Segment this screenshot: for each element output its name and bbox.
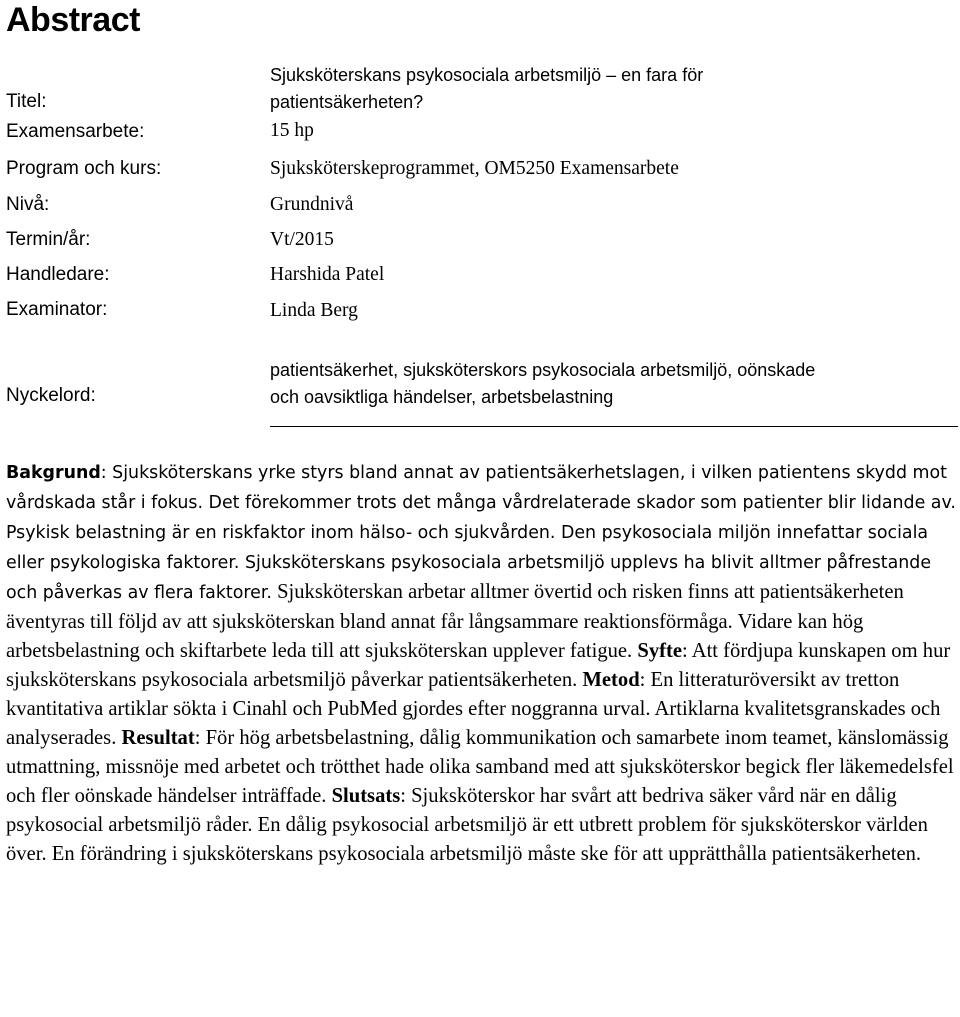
page-title: Abstract (6, 1, 140, 39)
niva-value: Grundnivå (270, 194, 354, 215)
abstract-body (6, 458, 956, 869)
section-heading-bakgrund: Bakgrund (6, 463, 101, 483)
examensarbete-label: Examensarbete: (6, 121, 145, 142)
nyckelord-value: patientsäkerhet, sjuksköterskors psykosociala arbetsmiljö, oönskade och oavsiktliga händelser, arbetsbelastning (270, 360, 816, 407)
divider-rule (270, 426, 958, 427)
slutsats-text: : Sjuksköterskor har svårt att bedriva säker vård när en dålig psykosocial arbetsmiljö råder. En dålig psykosocial arbetsmiljö är ett utbrett problem för sjuksköterskor världen över. En förändring i sjuksköterskans psykosociala arbetsmiljö måste ske för att upprätthålla patientsäkerheten. (6, 785, 928, 865)
resultat-text: : För hög arbetsbelastning, dålig kommunikation och samarbete inom teamet, känslomässig utmattning, missnöje med arbetet och trötthet hade olika samband med att sjuksköterskor begick fler läkemedelsfel och fler oönskade händelser inträffade. (6, 727, 954, 807)
section-heading-slutsats: Slutsats (331, 785, 401, 807)
nyckelord-label: Nyckelord: (6, 385, 96, 406)
titel-value: Sjuksköterskans psykosociala arbetsmiljö – en fara för patientsäkerheten? (270, 65, 704, 112)
examinator-value: Linda Berg (270, 300, 358, 321)
program-label: Program och kurs: (6, 158, 162, 179)
bakgrund-text: : Sjuksköterskans yrke styrs bland annat av patientsäkerhetslagen, i vilken patientens skydd mot vårdskada står i fokus. Det förekommer trots det många vårdrelaterade skador som patienter blir lidande av. Psykisk belastning är en riskfaktor inom hälso- och sjukvården. Den psykosociala miljön innefattar sociala eller psykologiska faktorer. Sjuksköterskans psykosociala arbetsmiljö upplevs ha blivit alltmer påfrestande och påverkas av flera faktorer. (6, 463, 956, 603)
bakgrund-text-continued: Sjuksköterskan arbetar alltmer övertid och risken finns att patientsäkerheten äventyras till följd av att sjuksköterskan bland annat får långsammare reaktionsförmåga. Vidare kan hög arbetsbelastning och skiftarbete leda till att sjuksköterskan upplever fatigue. (6, 581, 904, 662)
examinator-label: Examinator: (6, 299, 108, 320)
handledare-value: Harshida Patel (270, 264, 385, 285)
examensarbete-value: 15 hp (270, 120, 314, 141)
syfte-text: : Att fördjupa kunskapen om hur sjuksköterskans psykosociala arbetsmiljö påverkar patientsäkerheten. (6, 640, 951, 691)
abstract-paragraph (6, 458, 956, 869)
handledare-label: Handledare: (6, 264, 110, 285)
program-value: Sjuksköterskeprogrammet, OM5250 Examensarbete (270, 158, 679, 179)
section-heading-metod: Metod (582, 669, 640, 691)
section-heading-syfte: Syfte (637, 640, 682, 662)
termin-label: Termin/år: (6, 229, 91, 250)
section-heading-resultat: Resultat (121, 727, 195, 749)
titel-label: Titel: (6, 91, 47, 112)
niva-label: Nivå: (6, 194, 50, 215)
metod-text: : En litteraturöversikt av tretton kvantitativa artiklar sökta i Cinahl och PubMed gjordes efter noggranna urval. Artiklarna kvalitetsgranskades och analyserades. (6, 669, 941, 749)
termin-value: Vt/2015 (270, 229, 334, 250)
